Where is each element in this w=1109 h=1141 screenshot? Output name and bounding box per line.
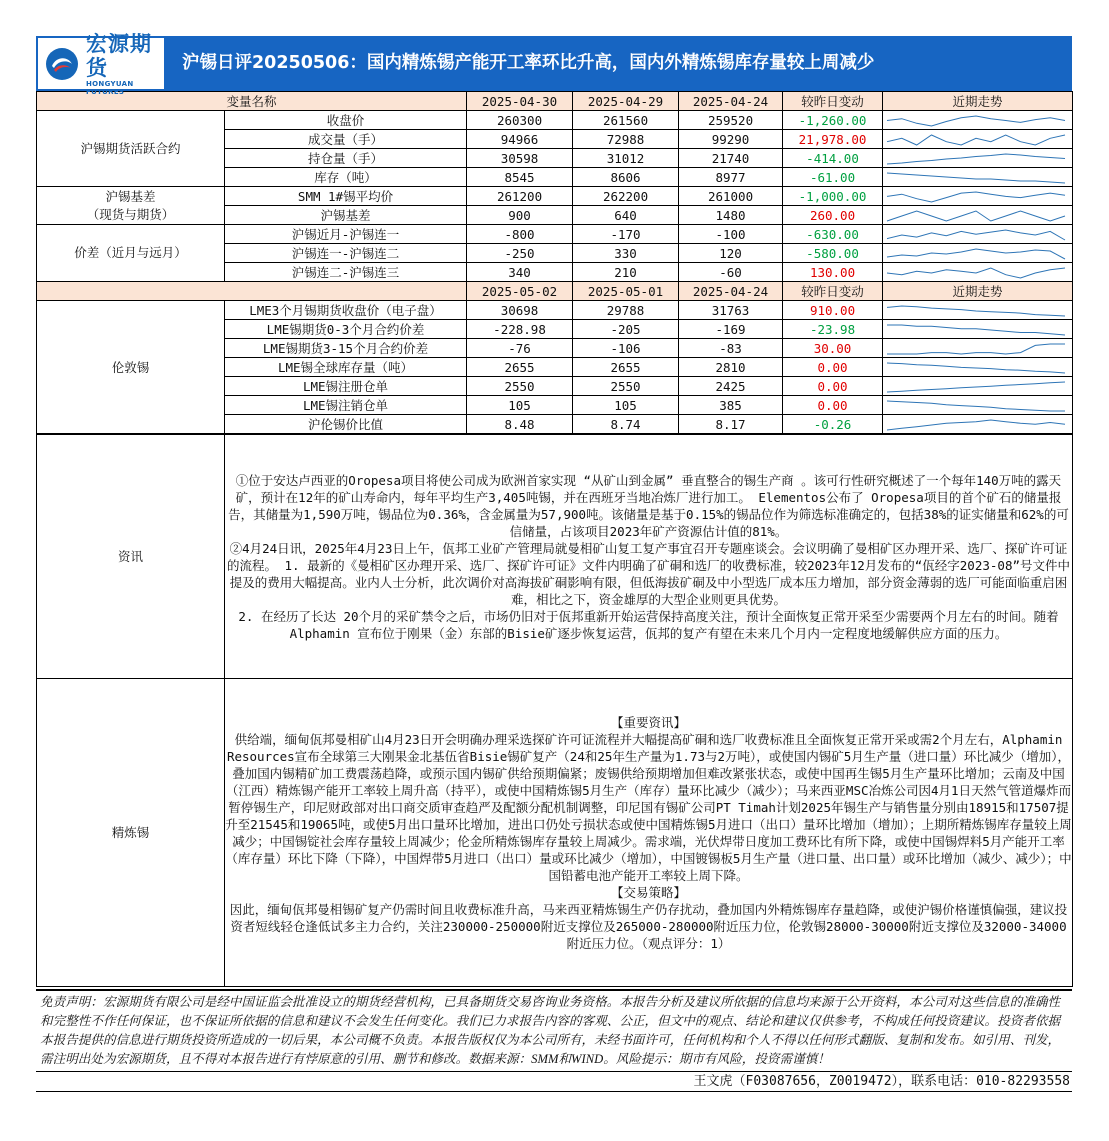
- row-g2-2-sparkline: [883, 264, 1069, 281]
- row-lme-2-change: 30.00: [783, 339, 883, 358]
- table-row: [37, 111, 1073, 130]
- row-g2-2-value-2: 210: [573, 263, 679, 282]
- row-g2-0-change: -630.00: [783, 225, 883, 244]
- header-col-5: 近期走势: [883, 92, 1073, 111]
- row-lme-0-name: LME3个月锡期货收盘价（电子盘）: [225, 301, 467, 320]
- row-lme-6-value-1: 8.48: [467, 415, 573, 434]
- row-lme-2-sparkline: [883, 340, 1069, 357]
- row-g1-1-sparkline: [883, 207, 1069, 224]
- row-g2-1-change: -580.00: [783, 244, 883, 263]
- text-table: [36, 434, 1073, 987]
- row-g0-3-value-3: 8977: [679, 168, 783, 187]
- analysis-heading-strategy: 【交易策略】: [610, 884, 686, 900]
- row-lme-3-value-1: 2655: [467, 358, 573, 377]
- row-lme-3-change: 0.00: [783, 358, 883, 377]
- row-g1-0-value-1: 261200: [467, 187, 573, 206]
- row-lme-1-change: -23.98: [783, 320, 883, 339]
- row-lme-5-name: LME锡注销仓单: [225, 396, 467, 415]
- row-lme-3-sparkline-cell: [883, 358, 1073, 377]
- row-lme-3-sparkline-line: [887, 363, 1065, 373]
- row-lme-4-change: 0.00: [783, 377, 883, 396]
- row-g2-1-value-2: 330: [573, 244, 679, 263]
- row-g0-3-sparkline: [883, 169, 1069, 186]
- report-header: [36, 31, 1072, 96]
- row-lme-1-value-2: -205: [573, 320, 679, 339]
- data-table: [36, 91, 1073, 434]
- row-lme-0-sparkline: [883, 302, 1069, 319]
- group-label: 价差（近月与远月）: [37, 225, 225, 282]
- disclaimer: 免责声明：宏源期货有限公司是经中国证监会批准设立的期货经营机构，已具备期货交易咨询业务资格。本报告分析及建议所依据的信息均来源于公开资料，本公司对这些信息的准确性和完整性不作任何保证，也不保证所依据的信息和建议不会发生任何变化。我们已力求报告内容的客观、公正，但文中的观点、结论和建议仅供参考，不构成任何投资建议。投资者依据本报告提供的信息进行期货投资所造成的一切后果，本公司概不负责。本报告版权仅为本公司所有，未经书面许可，任何机构和个人不得以任何形式翻版、复制和发布。如引用、刊发，需注明出处为宏源期货，且不得对本报告进行有悖原意的引用、删节和修改。数据来源：SMM和WIND。风险提示：期市有风险，投资需谨慎！: [36, 989, 1072, 1071]
- row-lme-6-sparkline-cell: [883, 415, 1073, 434]
- row-g2-1-name: 沪锡连一-沪锡连二: [225, 244, 467, 263]
- analysis-heading-news: 【重要资讯】: [610, 714, 686, 730]
- row-g0-0-sparkline-line: [887, 116, 1065, 126]
- row-g2-1-sparkline: [883, 245, 1069, 262]
- row-g0-3-sparkline-cell: [883, 168, 1073, 187]
- row-g2-1-value-1: -250: [467, 244, 573, 263]
- row-g1-0-sparkline: [883, 188, 1069, 205]
- row-g1-1-name: 沪锡基差: [225, 206, 467, 225]
- news-paragraph-1: ①位于安达卢西亚的Oropesa项目将使公司成为欧洲首家实现 “从矿山到金属” 垂直整合的锡生产商 。该可行性研究概述了一个每年140万吨的露天矿，预计在12年的矿山寿命内，每年平均生产3,405吨锡，并在西班牙当地冶炼厂进行加工。 Elementos公布了 Oropesa项目的首个矿石的储量报告，其储量为1,590万吨，锡品位为0.36%，含金属量为57,900吨。该储量是基于0.15%的锡品位作为筛选标准确定的，包括38%的证实储量和62%的可信储量，占该项目2023年矿产资源估计值的81%。: [228, 472, 1069, 539]
- row-lme-3-value-3: 2810: [679, 358, 783, 377]
- analysis-body-strategy: 因此，缅甸佤邦曼相锡矿复产仍需时间且收费标准升高，马来西亚精炼锡生产仍存扰动，叠加国内外精炼锡库存量趋降，或使沪锡价格谨慎偏强，建议投资者短线轻仓逢低试多主力合约，关注230000-250000附近支撑位及265000-280000附近压力位，伦敦锡28000-30000附近支撑位及32000-34000附近压力位。（观点评分：1）: [229, 901, 1068, 951]
- row-g0-3-value-1: 8545: [467, 168, 573, 187]
- row-lme-0-change: 910.00: [783, 301, 883, 320]
- row-lme-4-value-3: 2425: [679, 377, 783, 396]
- news-content: [225, 435, 1073, 679]
- news-label: 资讯: [37, 435, 225, 679]
- row-g1-0-name: SMM 1#锡平均价: [225, 187, 467, 206]
- row-g0-2-name: 持仓量（手）: [225, 149, 467, 168]
- row-g0-0-value-3: 259520: [679, 111, 783, 130]
- row-g0-0-sparkline-cell: [883, 111, 1073, 130]
- header-col-3: 2025-04-24: [679, 92, 783, 111]
- row-g0-1-name: 成交量（手）: [225, 130, 467, 149]
- news-paragraph-2: ②4月24日讯，2025年4月23日上午，佤邦工业矿产管理局就曼相矿山复工复产事宜召开专题座谈会。会议明确了曼相矿区办理开采、选厂、探矿许可证的流程。 1. 最新的《曼相矿区办理开采、选厂、探矿许可证》文件内明确了矿硐和选厂的收费标准，较2023年12月发布的“佤经字2023-08”号文件中提及的费用大幅提高。业内人士分析，此次调价对高海拔矿硐影响有限，但低海拔矿硐及中小型选厂成本压力增加，部分资金薄弱的选厂可能面临重启困难，相比之下，资金雄厚的大型企业则更具优势。: [227, 540, 1070, 607]
- row-g1-1-value-1: 900: [467, 206, 573, 225]
- row-g0-0-sparkline: [883, 112, 1069, 129]
- row-lme-2-sparkline-line: [887, 344, 1065, 354]
- row-g1-1-sparkline-cell: [883, 206, 1073, 225]
- group-label: 沪锡期货活跃合约: [37, 111, 225, 187]
- row-g0-3-sparkline-line: [887, 173, 1065, 183]
- row-g2-2-sparkline-cell: [883, 263, 1073, 282]
- header2-col-0: 2025-05-02: [467, 282, 573, 301]
- row-lme-1-sparkline-line: [887, 325, 1065, 335]
- row-lme-4-value-2: 2550: [573, 377, 679, 396]
- table-header-row: [37, 92, 1073, 111]
- row-g2-1-value-3: 120: [679, 244, 783, 263]
- analysis-label: 精炼锡: [37, 679, 225, 987]
- row-g0-2-value-2: 31012: [573, 149, 679, 168]
- row-lme-6-change: -0.26: [783, 415, 883, 434]
- row-lme-1-name: LME锡期货0-3个月合约价差: [225, 320, 467, 339]
- row-g2-1-sparkline-line: [887, 249, 1065, 259]
- row-g0-2-sparkline-cell: [883, 149, 1073, 168]
- row-lme-1-value-3: -169: [679, 320, 783, 339]
- row-g2-0-value-1: -800: [467, 225, 573, 244]
- row-g0-0-value-1: 260300: [467, 111, 573, 130]
- row-lme-1-sparkline-cell: [883, 320, 1073, 339]
- row-g1-0-change: -1,000.00: [783, 187, 883, 206]
- row-lme-3-name: LME锡全球库存量（吨）: [225, 358, 467, 377]
- table-row: [37, 301, 1073, 320]
- row-g2-2-change: 130.00: [783, 263, 883, 282]
- row-lme-1-value-1: -228.98: [467, 320, 573, 339]
- row-g2-0-sparkline-cell: [883, 225, 1073, 244]
- row-lme-5-sparkline: [883, 397, 1069, 414]
- row-g0-1-sparkline-line: [887, 135, 1065, 145]
- row-g0-3-value-2: 8606: [573, 168, 679, 187]
- row-g0-2-value-1: 30598: [467, 149, 573, 168]
- row-lme-4-value-1: 2550: [467, 377, 573, 396]
- row-g0-0-change: -1,260.00: [783, 111, 883, 130]
- row-lme-2-value-2: -106: [573, 339, 679, 358]
- row-g1-0-sparkline-cell: [883, 187, 1073, 206]
- analysis-body-news: 供给端，缅甸佤邦曼相矿山4月23日开会明确办理采选探矿许可证流程并大幅提高矿硐和选厂收费标准且全面恢复正常开采或需2个月左右，Alphamin Resources宣布全球第三大刚果金北基伍省Bisie锡矿复产（24和25年生产量为1.73与2万吨），或使国内锡矿5月生产量（进口量）环比减少（增加），叠加国内锡精矿加工费震荡趋降，或预示国内锡矿供给预期偏紧；废锡供给预期增加但难改紧张状态，或使中国再生锡5月生产量环比增加；云南及中国（江西）精炼锡产能开工率较上周升高（持平），或使中国精炼锡5月生产（库存）量环比减少（减少）；马来西亚MSC冶炼公司因4月1日天然气管道爆炸而暂停锡生产，印尼财政部对出口商交质审查趋严及配额分配机制调整，印尼国有锡矿公司PT Timah计划2025年锡生产与销售量分别由18915和17507提升至21545和19065吨，或使5月出口量环比增加，进出口仍处亏损状态或使中国精炼锡5月进口（出口）量环比增加（增加）；上期所精炼锡库存量较上周减少；中国锡锭社会库存量较上周减少；伦金所精炼锡库存量较上周减少。需求端，光伏焊带日度加工费环比有所下降，或使中国锡焊料5月产能开工率（库存量）环比下降（下降），中国焊带5月进口（出口）量或环比减少（增加），中国镀锡板5月生产量（进口量、出口量）或环比增加（减少、减少）；中国铅蓄电池产能开工率较上周下降。: [225, 731, 1072, 883]
- row-g0-2-value-3: 21740: [679, 149, 783, 168]
- row-g1-0-value-2: 262200: [573, 187, 679, 206]
- row-g0-1-value-3: 99290: [679, 130, 783, 149]
- row-g1-1-sparkline-line: [887, 211, 1065, 221]
- row-g0-2-change: -414.00: [783, 149, 883, 168]
- row-lme-5-sparkline-line: [887, 401, 1065, 411]
- header-variable-name: 变量名称: [37, 92, 467, 111]
- header2-blank: [37, 282, 467, 301]
- header2-col-2: 2025-04-24: [679, 282, 783, 301]
- row-lme-3-value-2: 2655: [573, 358, 679, 377]
- row-g0-1-value-2: 72988: [573, 130, 679, 149]
- row-lme-4-sparkline-cell: [883, 377, 1073, 396]
- header-col-2: 2025-04-29: [573, 92, 679, 111]
- table-row: [37, 187, 1073, 206]
- row-lme-5-sparkline-cell: [883, 396, 1073, 415]
- row-g2-2-sparkline-line: [887, 268, 1065, 278]
- logo-mark-icon: [44, 46, 80, 82]
- row-lme-6-name: 沪伦锡价比值: [225, 415, 467, 434]
- row-g1-0-value-3: 261000: [679, 187, 783, 206]
- table-header-row-2: [37, 282, 1073, 301]
- row-lme-0-value-2: 29788: [573, 301, 679, 320]
- row-lme-2-value-3: -83: [679, 339, 783, 358]
- row-lme-5-value-3: 385: [679, 396, 783, 415]
- row-lme-3-sparkline: [883, 359, 1069, 376]
- row-lme-2-sparkline-cell: [883, 339, 1073, 358]
- row-g0-1-sparkline: [883, 131, 1069, 148]
- row-g1-1-value-3: 1480: [679, 206, 783, 225]
- header2-col-1: 2025-05-01: [573, 282, 679, 301]
- row-lme-6-sparkline: [883, 416, 1069, 433]
- news-paragraph-3: 2. 在经历了长达 20个月的采矿禁令之后，市场仍旧对于佤邦重新开始运营保持高度关注，预计全面恢复正常开采至少需要两个月左右的时间。随着 Alphamin 宣布位于刚果（金）东部的Bisie矿逐步恢复运营，佤邦的复产有望在未来几个月内一定程度地缓解供应方面的压力。: [238, 608, 1067, 641]
- row-g2-0-value-3: -100: [679, 225, 783, 244]
- row-g1-0-sparkline-line: [887, 192, 1065, 202]
- row-lme-5-value-2: 105: [573, 396, 679, 415]
- header-col-4: 较昨日变动: [783, 92, 883, 111]
- logo-cn-text: 宏源期货: [86, 31, 152, 80]
- row-g0-2-sparkline: [883, 150, 1069, 167]
- row-g0-2-sparkline-line: [887, 154, 1065, 164]
- row-lme-6-sparkline-line: [887, 420, 1065, 430]
- header2-col-3: 较昨日变动: [783, 282, 883, 301]
- analysis-content: [225, 679, 1073, 987]
- logo-en-text: HONGYUAN FUTURES: [86, 79, 134, 96]
- row-g0-0-name: 收盘价: [225, 111, 467, 130]
- row-g2-0-sparkline-line: [887, 230, 1065, 240]
- report-title: 沪锡日评20250506：国内精炼锡产能开工率环比升高，国内外精炼锡库存量较上周减少: [182, 53, 875, 73]
- row-g2-1-sparkline-cell: [883, 244, 1073, 263]
- row-g2-2-value-1: 340: [467, 263, 573, 282]
- table-row: [37, 225, 1073, 244]
- report-page: [36, 31, 1072, 1092]
- row-lme-0-value-3: 31763: [679, 301, 783, 320]
- contact-info: 王文虎（F03087656，Z0019472），联系电话：010-82293558: [36, 1071, 1072, 1092]
- row-lme-1-sparkline: [883, 321, 1069, 338]
- row-g2-0-sparkline: [883, 226, 1069, 243]
- row-lme-6-value-2: 8.74: [573, 415, 679, 434]
- row-lme-4-sparkline: [883, 378, 1069, 395]
- row-g0-1-change: 21,978.00: [783, 130, 883, 149]
- row-g0-3-change: -61.00: [783, 168, 883, 187]
- row-g2-0-name: 沪锡近月-沪锡连一: [225, 225, 467, 244]
- row-lme-4-name: LME锡注册仓单: [225, 377, 467, 396]
- row-lme-0-value-1: 30698: [467, 301, 573, 320]
- row-g1-1-change: 260.00: [783, 206, 883, 225]
- header2-col-4: 近期走势: [883, 282, 1073, 301]
- row-lme-0-sparkline-cell: [883, 301, 1073, 320]
- row-g2-2-name: 沪锡连二-沪锡连三: [225, 263, 467, 282]
- row-lme-0-sparkline-line: [887, 306, 1065, 316]
- company-logo: [38, 31, 164, 96]
- row-lme-5-change: 0.00: [783, 396, 883, 415]
- row-g0-3-name: 库存（吨）: [225, 168, 467, 187]
- row-g2-2-value-3: -60: [679, 263, 783, 282]
- group-label-lme: 伦敦锡: [37, 301, 225, 434]
- row-g0-0-value-2: 261560: [573, 111, 679, 130]
- row-lme-4-sparkline-line: [887, 382, 1065, 392]
- row-g2-0-value-2: -170: [573, 225, 679, 244]
- row-g0-1-value-1: 94966: [467, 130, 573, 149]
- row-g1-1-value-2: 640: [573, 206, 679, 225]
- row-lme-2-name: LME锡期货3-15个月合约价差: [225, 339, 467, 358]
- row-lme-5-value-1: 105: [467, 396, 573, 415]
- header-col-1: 2025-04-30: [467, 92, 573, 111]
- row-lme-6-value-3: 8.17: [679, 415, 783, 434]
- group-label: 沪锡基差 （现货与期货）: [37, 187, 225, 225]
- row-g0-1-sparkline-cell: [883, 130, 1073, 149]
- row-lme-2-value-1: -76: [467, 339, 573, 358]
